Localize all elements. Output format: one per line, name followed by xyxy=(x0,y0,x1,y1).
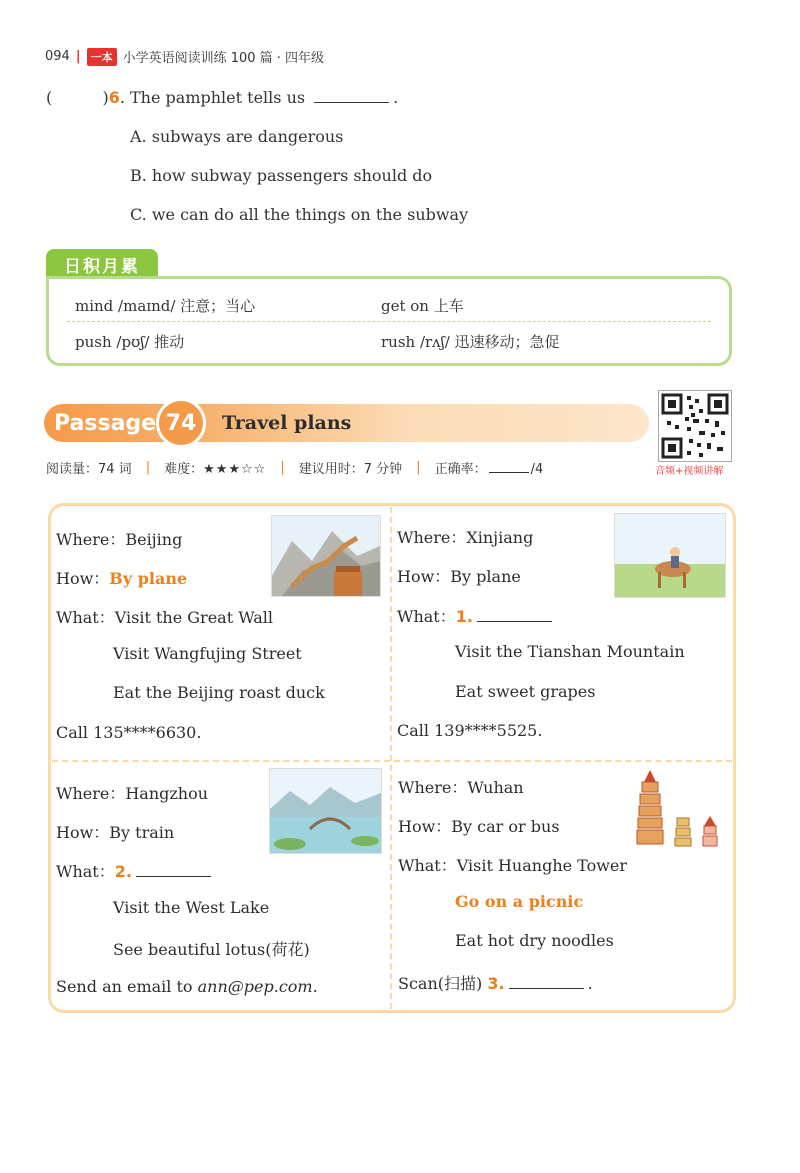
pagoda-image xyxy=(632,768,727,850)
wuhan-what-item: Visit Huanghe Tower xyxy=(456,856,628,875)
passage-label: Passage xyxy=(54,410,157,436)
xinjiang-what xyxy=(397,604,556,627)
hangzhou-what-item: See beautiful lotus(荷花) xyxy=(113,940,310,959)
answer-blank-2[interactable] xyxy=(136,875,211,877)
beijing-where: Where：Beijing xyxy=(56,530,183,549)
wuhan-scan xyxy=(398,971,593,994)
qr-label: 音频+视频讲解 xyxy=(655,466,724,477)
what-label: What： xyxy=(56,608,115,627)
contact-prefix: Send an email to xyxy=(56,977,198,996)
beijing-what-item: Visit the Great Wall xyxy=(114,608,274,627)
answer-paren-open: ( xyxy=(46,88,53,107)
vocab-row xyxy=(67,323,711,357)
vocab-item: rush /rʌʃ/ 迅速移动；急促 xyxy=(381,333,560,351)
card-divider-horizontal xyxy=(52,760,732,762)
blank-number-3: 3. xyxy=(487,974,505,993)
blank-number-2: 2. xyxy=(114,862,132,881)
what-label: What： xyxy=(398,856,457,875)
meta-divider: | xyxy=(145,460,151,475)
west-lake-image xyxy=(269,768,382,854)
difficulty-stars-icon: ★★★☆☆ xyxy=(203,462,267,477)
vocab-item: get on 上车 xyxy=(381,297,464,315)
suggested-time: 建议用时：7 分钟 xyxy=(298,462,403,477)
hangzhou-what xyxy=(56,859,215,882)
meta-divider: | xyxy=(280,460,285,475)
meta-divider: | xyxy=(416,460,421,475)
hangzhou-what-item: Visit the West Lake xyxy=(113,898,270,917)
accuracy-label: 正确率： xyxy=(434,462,487,477)
answer-paren-close: ) xyxy=(102,88,109,107)
card-divider-vertical xyxy=(390,507,392,1009)
blank-number-1: 1. xyxy=(455,607,473,626)
word-count: 阅读量：74 词 xyxy=(46,462,132,477)
wuhan-what-answer: Go on a picnic xyxy=(455,892,584,911)
vocab-item: mind /maɪnd/ 注意；当心 xyxy=(75,297,256,315)
hangzhou-where: Where：Hangzhou xyxy=(56,784,209,803)
answer-blank-1[interactable] xyxy=(477,620,552,622)
question-number: 6 xyxy=(108,88,120,107)
answer-blank[interactable] xyxy=(314,101,389,103)
difficulty xyxy=(164,458,266,477)
xinjiang-what-item: Visit the Tianshan Mountain xyxy=(455,642,685,661)
beijing-what-item: Eat the Beijing roast duck xyxy=(113,683,325,702)
beijing-contact: Call 135****6630. xyxy=(56,723,202,742)
accuracy-blank[interactable] xyxy=(489,472,529,473)
xinjiang-contact: Call 139****5525. xyxy=(397,721,543,740)
qr-code-icon[interactable] xyxy=(658,390,732,462)
xinjiang-where: Where：Xinjiang xyxy=(397,528,534,547)
passage-title: Travel plans xyxy=(222,412,352,434)
accuracy-total: /4 xyxy=(530,462,544,477)
question-stem: . The pamphlet tells us xyxy=(119,88,306,107)
xinjiang-how: How：By plane xyxy=(397,567,521,586)
wuhan-what-item: Eat hot dry noodles xyxy=(455,931,614,950)
scan-label: Scan(扫描) xyxy=(398,974,483,993)
hangzhou-contact xyxy=(56,977,318,996)
how-label: How： xyxy=(56,569,110,588)
book-title: 小学英语阅读训练 100 篇 · 四年级 xyxy=(122,51,325,66)
accuracy xyxy=(435,458,544,477)
beijing-how xyxy=(56,566,187,589)
beijing-what xyxy=(56,605,273,628)
vocab-row xyxy=(67,287,711,322)
option-c[interactable]: C. we can do all the things on the subway xyxy=(130,205,469,224)
hangzhou-how: How：By train xyxy=(56,823,175,842)
wuhan-how: How：By car or bus xyxy=(398,817,560,836)
xinjiang-what-item: Eat sweet grapes xyxy=(455,682,596,701)
horse-rider-image xyxy=(614,513,726,598)
what-label: What： xyxy=(397,607,456,626)
contact-email[interactable]: ann@pep.com xyxy=(197,977,313,996)
option-a[interactable]: A. subways are dangerous xyxy=(130,127,344,146)
wuhan-where: Where：Wuhan xyxy=(398,778,524,797)
page-number: 094 xyxy=(45,49,70,64)
beijing-how-answer: By plane xyxy=(109,569,188,588)
difficulty-label: 难度： xyxy=(164,462,204,477)
page-header xyxy=(45,47,324,66)
vocab-box xyxy=(46,276,732,366)
wuhan-what xyxy=(398,853,627,876)
vocab-item: push /pʊʃ/ 推动 xyxy=(75,333,185,351)
passage-meta xyxy=(46,458,543,477)
header-separator: | xyxy=(75,49,81,64)
question-6-stem xyxy=(46,88,398,107)
option-b[interactable]: B. how subway passengers should do xyxy=(130,166,433,185)
great-wall-image xyxy=(271,515,381,597)
beijing-what-item: Visit Wangfujing Street xyxy=(113,644,302,663)
what-label: What： xyxy=(56,862,115,881)
vocab-title: 日积月累 xyxy=(46,249,158,279)
question-stem-end: . xyxy=(393,88,399,107)
contact-suffix: . xyxy=(312,977,318,996)
answer-blank-3[interactable] xyxy=(509,987,584,989)
brand-badge: 一本 xyxy=(87,48,117,66)
passage-number: 74 xyxy=(156,398,206,448)
scan-suffix: . xyxy=(587,974,593,993)
